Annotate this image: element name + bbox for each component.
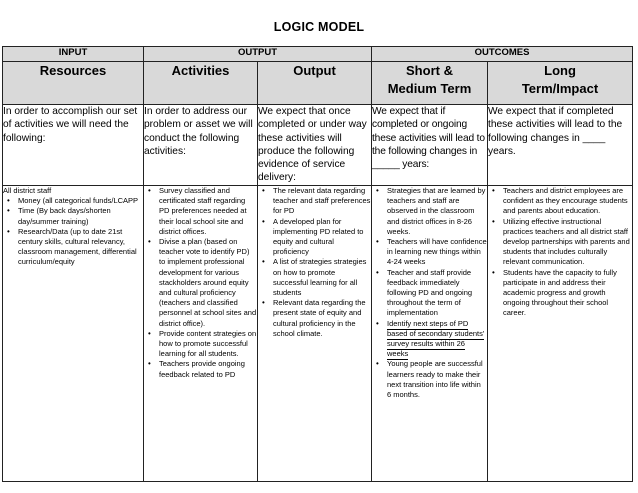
list-item: • Research/Data (up to date 21st century skills, cultural relevancy, classroom management, differential curriculum/equity [3, 227, 143, 268]
header-long-term-impact [488, 62, 633, 105]
desc-resources: In order to accomplish our set of activities we will need the following: [3, 105, 144, 186]
header-short-line2: Medium Term [387, 81, 472, 96]
list-item: • The relevant data regarding teacher and staff preferences for PD [258, 186, 371, 217]
list-item: • Money (all categorical funds/LCAPP [3, 196, 143, 206]
group-header-row [3, 47, 633, 62]
desc-output: We expect that once completed or under way these activities will produce the following evidence of service delivery: [258, 105, 372, 186]
document-title: LOGIC MODEL [273, 20, 365, 34]
group-input: INPUT [3, 47, 144, 62]
desc-short-term: We expect that if completed or ongoing these activities will lead to the following changes in _____ years: [372, 105, 488, 186]
list-item: • Divise a plan (based on teacher vote to identify PD) to implement professional development for various stackholders around equity and cultural proficiency (teachers and classified personnel at school sites and district office). [144, 237, 257, 329]
header-long-line2: Term/Impact [521, 81, 599, 96]
list-item: • Utilizing effective instructional practices teachers and all district staff develop partnerships with parents and students that includes culturally relevant communication. [488, 217, 632, 268]
short-term-cell [372, 186, 488, 482]
output-cell [258, 186, 372, 482]
output-list [258, 186, 371, 339]
header-activities: Activities [144, 62, 258, 105]
header-short-line1: Short & [406, 63, 453, 78]
list-item: • A list of strategies strategies on how to promote successful learning for all students [258, 257, 371, 298]
activities-list [144, 186, 257, 380]
column-header-row [3, 62, 633, 105]
list-item: • Teachers will have confidence in learning new things within 4-24 weeks [372, 237, 487, 268]
list-item-text: Identify next steps of PD based of secondary students' survey results within 26 weeks [387, 318, 485, 359]
list-item: • Teachers provide ongoing feedback related to PD [144, 359, 257, 379]
content-row [3, 186, 633, 482]
header-resources: Resources [3, 62, 144, 105]
logic-model-table [2, 46, 633, 482]
list-item: • A developed plan for implementing PD related to equity and cultural proficiency [258, 217, 371, 258]
long-term-list [488, 186, 632, 319]
desc-long-term: We expect that if completed these activities will lead to the following changes in ____ years. [488, 105, 633, 186]
activities-cell [144, 186, 258, 482]
list-item: • Teachers and district employees are confident as they encourage students and parents about education. [488, 186, 632, 217]
header-long-line1: Long [544, 63, 576, 78]
list-item: • Strategies that are learned by teachers and staff are observed in the classroom and district offices in 8-26 weeks. [372, 186, 487, 237]
header-output: Output [258, 62, 372, 105]
resources-cell [3, 186, 144, 482]
group-output: OUTPUT [144, 47, 372, 62]
list-item: • Young people are successful learners ready to make their next transition into life within 6 months. [372, 359, 487, 400]
list-item: • Teacher and staff provide feedback immediately following PD and ongoing throughout the term of implementation [372, 268, 487, 319]
description-row [3, 105, 633, 186]
list-item [372, 319, 487, 360]
list-item: • Students have the capacity to fully participate in and address their academic progress and growth ongoing throughout their school career. [488, 268, 632, 319]
list-item: • Time (By back days/shorten day/summer training) [3, 206, 143, 226]
long-term-cell [488, 186, 633, 482]
header-short-medium-term [372, 62, 488, 105]
resources-intro: All district staff [3, 186, 52, 195]
short-term-list [372, 186, 487, 400]
group-outcomes: OUTCOMES [372, 47, 633, 62]
list-item: • Relevant data regarding the present state of equity and cultural proficiency in the school climate. [258, 298, 371, 339]
list-item: • Survey classified and certificated staff regarding PD preferences needed at their local school site and district offices. [144, 186, 257, 237]
list-item: • Provide content strategies on how to promote successful learning for all students. [144, 329, 257, 360]
desc-activities: In order to address our problem or asset we will conduct the following activities: [144, 105, 258, 186]
resources-list [3, 196, 143, 267]
